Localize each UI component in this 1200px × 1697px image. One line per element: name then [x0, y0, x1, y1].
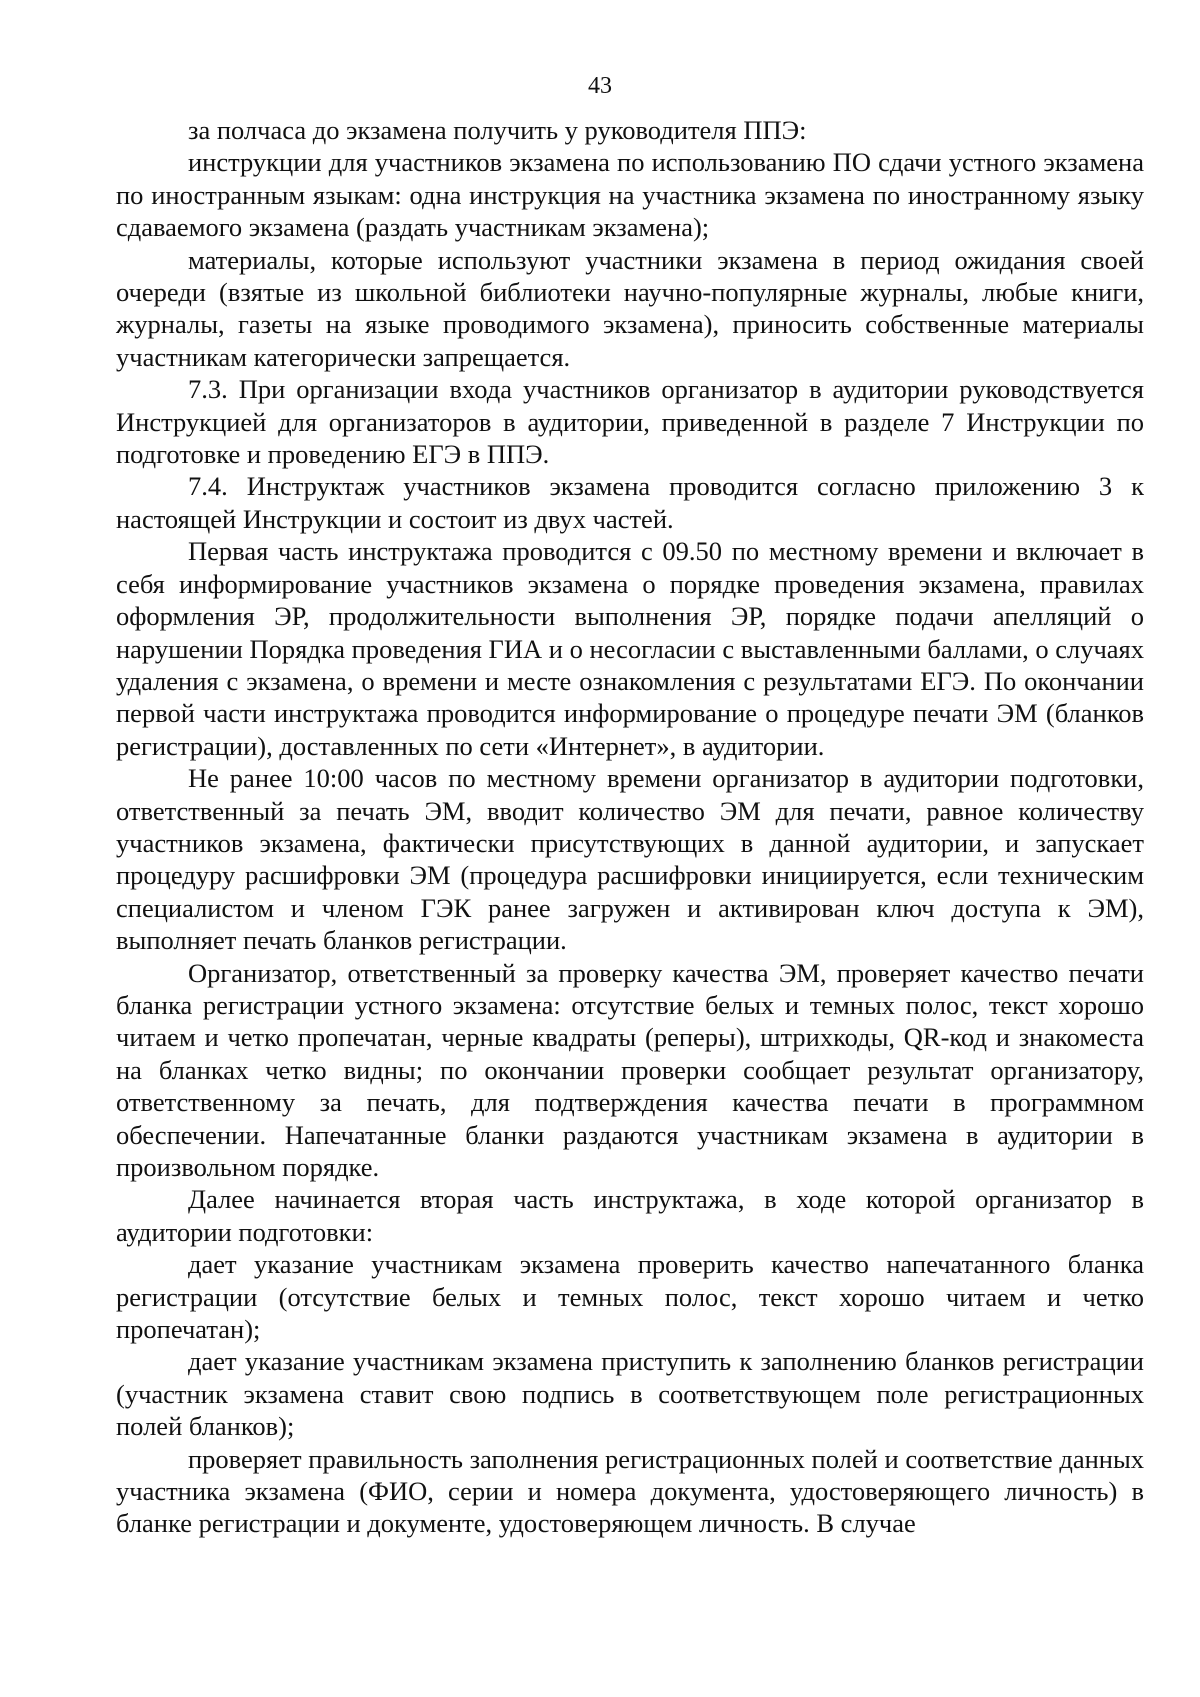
paragraph: проверяет правильность заполнения регистрационных полей и соответствие данных участника экзамена (ФИО, серии и номера документа, удостоверяющего личность) в бланке регистрации и документе, удостоверяющем личность. В случае [116, 1443, 1144, 1539]
paragraph: 7.3. При организации входа участников организатор в аудитории руководствуется Инструкцией для организаторов в аудитории, приведенной в разделе 7 Инструкции по подготовке и проведению ЕГЭ в ППЭ. [116, 374, 1144, 470]
document-body [116, 114, 1144, 1540]
paragraph: дает указание участникам экзамена приступить к заполнению бланков регистрации (участник экзамена ставит свою подпись в соответствующем поле регистрационных полей бланков); [116, 1346, 1144, 1442]
paragraph: дает указание участникам экзамена проверить качество напечатанного бланка регистрации (отсутствие белых и темных полос, текст хорошо читаем и четко пропечатан); [116, 1249, 1144, 1345]
page-number: 43 [588, 73, 612, 99]
paragraph: Организатор, ответственный за проверку качества ЭМ, проверяет качество печати бланка регистрации устного экзамена: отсутствие белых и темных полос, текст хорошо читаем и четко пропечатан, черные квадраты (реперы), штрихкоды, QR-код и знакоместа на бланках четко видны; по окончании проверки сообщает результат организатору, ответственному за печать, для подтверждения качества печати в программном обеспечении. Напечатанные бланки раздаются участникам экзамена в аудитории в произвольном порядке. [116, 957, 1144, 1182]
paragraph: 7.4. Инструктаж участников экзамена проводится согласно приложению 3 к настоящей Инструкции и состоит из двух частей. [116, 471, 1144, 534]
paragraph: Не ранее 10:00 часов по местному времени организатор в аудитории подготовки, ответственный за печать ЭМ, вводит количество ЭМ для печати, равное количеству участников экзамена, фактически присутствующих в данной аудитории, и запускает процедуру расшифровки ЭМ (процедура расшифровки инициируется, если техническим специалистом и членом ГЭК ранее загружен и активирован ключ доступа к ЭМ), выполняет печать бланков регистрации. [116, 763, 1144, 956]
paragraph: инструкции для участников экзамена по использованию ПО сдачи устного экзамена по иностранным языкам: одна инструкция на участника экзамена по иностранному языку сдаваемого экзамена (раздать участникам экзамена); [116, 147, 1144, 243]
paragraph: за полчаса до экзамена получить у руководителя ППЭ: [188, 115, 807, 145]
paragraph: Далее начинается вторая часть инструктажа, в ходе которой организатор в аудитории подготовки: [116, 1184, 1144, 1247]
paragraph: материалы, которые используют участники экзамена в период ожидания своей очереди (взятые из школьной библиотеки научно-популярные журналы, любые книги, журналы, газеты на языке проводимого экзамена), приносить собственные материалы участникам категорически запрещается. [116, 244, 1144, 372]
paragraph: Первая часть инструктажа проводится с 09.50 по местному времени и включает в себя информирование участников экзамена о порядке проведения экзамена, правилах оформления ЭР, продолжительности выполнения ЭР, порядке подачи апелляций о нарушении Порядка проведения ГИА и о несогласии с выставленными баллами, о случаях удаления с экзамена, о времени и месте ознакомления с результатами ЕГЭ. По окончании первой части инструктажа проводится информирование о процедуре печати ЭМ (бланков регистрации), доставленных по сети «Интернет», в аудитории. [116, 536, 1144, 761]
